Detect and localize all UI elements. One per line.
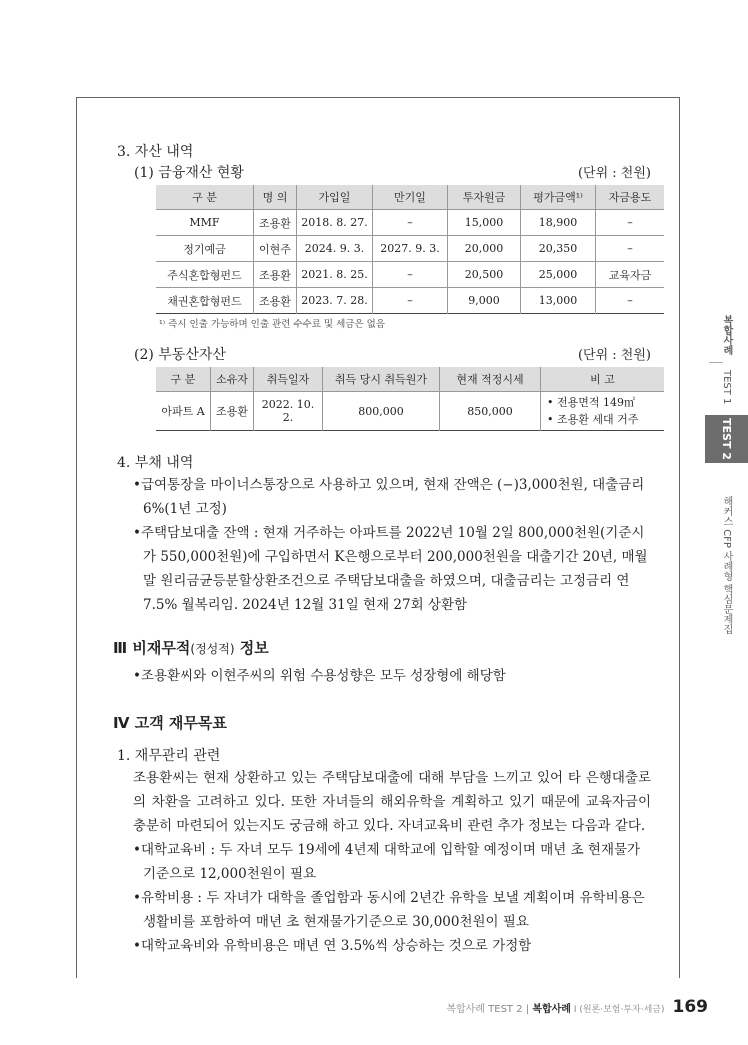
cell: – — [373, 262, 448, 288]
list-item: •대학교육비 : 두 자녀 모두 19세에 4년제 대학교에 입학할 예정이며 매년 초 현재물가기준으로 12,000천원이 필요 — [133, 842, 641, 882]
cell: 20,000 — [448, 236, 521, 262]
col-header: 명 의 — [254, 185, 297, 210]
side-tab-label: 복합사례 — [721, 315, 732, 355]
col-header: 투자원금 — [448, 185, 521, 210]
cell: 아파트 A — [156, 392, 211, 431]
cell: – — [596, 236, 665, 262]
unit-label: (단위 : 천원) — [577, 348, 651, 363]
cell: 2023. 7. 28. — [297, 288, 373, 314]
cell: 채권혼합형펀드 — [156, 288, 254, 314]
page-number: 169 — [672, 997, 708, 1017]
unit-label: (단위 : 천원) — [577, 166, 651, 181]
note: • 조용환 세대 거주 — [547, 413, 639, 426]
section-iv-heading — [113, 712, 651, 734]
cell: 조용환 — [211, 392, 254, 431]
cell: 850,000 — [440, 392, 541, 431]
footer-text: 복합사례 TEST 2 | — [446, 1004, 533, 1015]
section-3-title: 3. 자산 내역 — [117, 144, 194, 160]
table-row — [156, 262, 664, 288]
divider — [709, 362, 723, 363]
cell: 18,900 — [521, 210, 596, 236]
list-item: •주택담보대출 잔액 : 현재 거주하는 아파트를 2022년 10월 2일 800,000천원(기준시가 550,000천원)에 구입하면서 K은행으로부터 200,000천원을 대출기간 20년, 매월 말 원리금균등분할상환조건으로 주택담보대출을 하였으며, 대출금리는 고정금리 연 7.5% 월복리임. 2024년 12월 31일 현재 27회 상환함 — [133, 525, 648, 613]
heading-text: 비재무적 — [132, 639, 191, 657]
table-row — [156, 392, 664, 431]
col-header: 평가금액¹⁾ — [521, 185, 596, 210]
cell: 2027. 9. 3. — [373, 236, 448, 262]
real-estate-header — [134, 344, 651, 365]
col-header: 가입일 — [297, 185, 373, 210]
cell: MMF — [156, 210, 254, 236]
debt-list — [131, 473, 651, 617]
financial-assets-table — [156, 185, 664, 314]
heading-sub: (정성적) — [190, 642, 235, 656]
financial-assets-header — [134, 162, 651, 183]
col-header: 현재 적정시세 — [440, 367, 541, 392]
table-row — [156, 288, 664, 314]
cell: 2022. 10. 2. — [254, 392, 323, 431]
table-header — [156, 367, 664, 392]
col-header: 비 고 — [541, 367, 665, 392]
footer-subjects: I (원론·보험·투자·세금) — [570, 1005, 665, 1015]
col-header: 취득 당시 취득원가 — [323, 367, 440, 392]
financial-assets-title: (1) 금융재산 현황 — [134, 165, 244, 181]
table-row — [156, 236, 664, 262]
cell: – — [596, 288, 665, 314]
cell: 2021. 8. 25. — [297, 262, 373, 288]
side-tab-test1[interactable]: TEST 1 — [721, 370, 732, 405]
cell: 교육자금 — [596, 262, 665, 288]
cell: 조용환 — [254, 210, 297, 236]
table-row — [156, 210, 664, 236]
section-number: Ⅳ — [113, 714, 130, 732]
cell: 9,000 — [448, 288, 521, 314]
goal-list — [131, 838, 651, 958]
real-estate-title: (2) 부동산자산 — [134, 347, 226, 363]
cell: – — [373, 210, 448, 236]
table-header — [156, 185, 664, 210]
footer-section: 복합사례 — [532, 1004, 571, 1015]
cell: 조용환 — [254, 288, 297, 314]
cell: – — [373, 288, 448, 314]
cell: 조용환 — [254, 262, 297, 288]
cell: 2018. 8. 27. — [297, 210, 373, 236]
cell: 13,000 — [521, 288, 596, 314]
cell: 2024. 9. 3. — [297, 236, 373, 262]
cell: 15,000 — [448, 210, 521, 236]
cell: 20,350 — [521, 236, 596, 262]
cell: 25,000 — [521, 262, 596, 288]
page-footer — [446, 996, 708, 1021]
real-estate-table — [156, 367, 664, 431]
heading-text: 정보 — [234, 639, 269, 657]
cell: 800,000 — [323, 392, 440, 431]
side-book-title: 해커스 CFP 사례형 핵심문제집 — [721, 495, 732, 635]
col-header: 구 분 — [156, 185, 254, 210]
goal-paragraph: 조용환씨는 현재 상환하고 있는 주택담보대출에 대해 부담을 느끼고 있어 타 은행대출로의 차환을 고려하고 있다. 또한 자녀들의 해외유학을 계획하고 있기 때문에 교육자금이 충분히 마련되어 있는지도 궁금해 하고 있다. 자녀교육비 관련 추가 정보는 다음과 같다. — [133, 770, 651, 834]
item-title: 1. 재무관리 관련 — [117, 748, 221, 764]
content-frame — [76, 97, 680, 978]
section-iii-heading — [113, 637, 651, 660]
list-item: •급여통장을 마이너스통장으로 사용하고 있으며, 현재 잔액은 (−)3,000천원, 대출금리 6%(1년 고정) — [133, 477, 645, 517]
cell: – — [596, 210, 665, 236]
cell: 이현주 — [254, 236, 297, 262]
section-number: Ⅲ — [113, 639, 128, 657]
section-4-title: 4. 부채 내역 — [117, 455, 194, 471]
col-header: 소유자 — [211, 367, 254, 392]
risk-bullet: •조용환씨와 이현주씨의 위험 수용성향은 모두 성장형에 해당함 — [133, 668, 506, 684]
heading-text: 고객 재무목표 — [134, 714, 227, 732]
cell: 정기예금 — [156, 236, 254, 262]
side-tab-test2[interactable]: TEST 2 — [705, 415, 748, 463]
cell: 주식혼합형펀드 — [156, 262, 254, 288]
col-header: 취득일자 — [254, 367, 323, 392]
list-item: •대학교육비와 유학비용은 매년 연 3.5%씩 상승하는 것으로 가정함 — [133, 938, 532, 954]
footnote: ¹⁾ 즉시 인출 가능하며 인출 관련 수수료 및 세금은 없음 — [159, 319, 386, 330]
col-header: 만기일 — [373, 185, 448, 210]
note: • 전용면적 149㎡ — [547, 396, 635, 409]
col-header: 자금용도 — [596, 185, 665, 210]
notes-cell — [541, 392, 665, 431]
list-item: •유학비용 : 두 자녀가 대학을 졸업함과 동시에 2년간 유학을 보낼 계획이며 유학비용은 생활비를 포함하여 매년 초 현재물가기준으로 30,000천원이 필요 — [133, 890, 645, 930]
cell: 20,500 — [448, 262, 521, 288]
col-header: 구 분 — [156, 367, 211, 392]
